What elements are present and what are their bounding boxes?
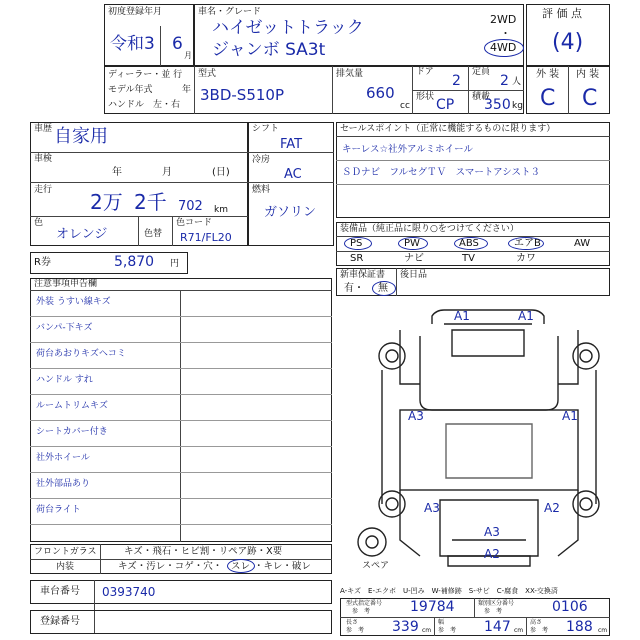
equip-aw: AW	[574, 238, 591, 249]
length-label: 長さ	[346, 619, 359, 626]
mileage-a: 2万	[90, 190, 123, 214]
shift-label: シフト	[252, 124, 280, 134]
damage-legend: A-キズ E-エクボ U-凹み W-補修跡 S-サビ C-腐食 XX-交換済	[340, 587, 558, 595]
length-value: 339	[392, 619, 419, 635]
divider	[526, 617, 527, 636]
note-line: 荷台ライト	[36, 505, 81, 515]
sales-label: セールスポイント（正常に機能するものに限ります）	[340, 124, 556, 134]
color-label: 色	[34, 218, 44, 228]
regnum-label: 登録番号	[40, 616, 80, 627]
damage-mark: A2	[484, 547, 500, 561]
displacement-label: 排気量	[336, 69, 364, 79]
form-label-2: 類別区分番号	[478, 600, 515, 607]
damage-mark: A3	[424, 501, 440, 515]
divider	[30, 559, 332, 560]
type-value: 3BD-S510P	[200, 86, 284, 104]
windshield-label: フロントガラス	[34, 547, 97, 557]
note-line: 外装 うすい線キズ	[36, 297, 111, 307]
interior-selected: スレ	[231, 561, 251, 572]
height-label: 高さ	[530, 619, 543, 626]
equip-ps: PS	[350, 238, 363, 249]
record-label: 後日品	[400, 270, 428, 280]
car-name: ハイゼットトラック	[212, 18, 364, 38]
note-line: ルームトリムキズ	[36, 401, 108, 411]
capacity-unit: 人	[512, 77, 522, 87]
note-line: バンパ-下キズ	[36, 323, 93, 333]
width-label: 幅	[438, 619, 445, 626]
damage-mark: A2	[544, 501, 560, 515]
cm-unit: cm	[598, 627, 608, 634]
width-value: 147	[484, 619, 511, 635]
height-ref: 参 考	[530, 627, 549, 634]
equipment-label: 装備品（純正品に限り○をつけてください）	[340, 224, 519, 234]
damage-mark: A3	[484, 525, 500, 539]
interior-options-a: キズ・汚レ・コゲ・穴・	[118, 561, 223, 572]
car-grade: ジャンボ SA3t	[212, 40, 326, 60]
height-value: 188	[566, 619, 593, 635]
equip-abs: ABS	[459, 238, 479, 249]
capacity-label: 定員	[472, 67, 491, 77]
score-value: (4)	[552, 30, 584, 55]
mileage-label: 走行	[34, 185, 53, 195]
interior-row-label: 内装	[56, 562, 75, 572]
chassis-label: 車台番号	[40, 586, 80, 597]
form-ref-1: 参 考	[352, 608, 371, 615]
capacity-value: 2	[500, 73, 509, 89]
first-reg-era: 令和3	[110, 34, 155, 54]
kg-unit: kg	[512, 101, 523, 111]
divider	[100, 544, 101, 574]
cm-unit: cm	[422, 627, 432, 634]
doors-value: 2	[452, 73, 461, 89]
shape-label: 形状	[416, 92, 435, 102]
door-label: ドア	[416, 67, 434, 77]
mileage-b: 2千	[134, 190, 167, 214]
ac-value: AC	[284, 167, 302, 182]
warranty-label: 新車保証書	[340, 270, 386, 280]
model-year-label: モデル年式	[108, 85, 153, 95]
equip-tv: TV	[462, 253, 475, 264]
damage-mark: A1	[454, 309, 470, 323]
form-label-1: 型式指定番号	[346, 600, 383, 607]
drive-dot: ・	[500, 27, 511, 40]
equip-airbag: エアB	[514, 238, 541, 249]
chassis-value: 0393740	[102, 585, 156, 599]
equip-navi: ナビ	[404, 253, 424, 264]
ac-label: 冷房	[252, 155, 271, 165]
yen-unit: 円	[170, 259, 180, 269]
warranty-options: 有・	[344, 283, 364, 294]
damage-mark: A3	[408, 409, 424, 423]
drive-4wd: 4WD	[490, 41, 517, 54]
warranty-selected: 無	[378, 283, 388, 294]
note-line: 社外ホイール	[36, 453, 90, 463]
cc-unit: cc	[400, 101, 410, 111]
note-line: 社外部品あり	[36, 479, 91, 489]
color-change-label: 色替	[144, 229, 163, 239]
note-line: 荷台あおりキズヘコミ	[36, 349, 126, 359]
note-line: シートカバー付き	[36, 427, 108, 437]
fuel-value: ガソリン	[264, 205, 317, 220]
equip-leather: カワ	[516, 253, 536, 264]
exterior-grade: C	[540, 86, 556, 111]
exterior-label: 外 装	[536, 69, 560, 80]
interior-grade: C	[582, 86, 598, 111]
width-ref: 参 考	[438, 627, 457, 634]
drive-2wd: 2WD	[490, 13, 517, 26]
damage-mark: A1	[518, 309, 534, 323]
fuel-label: 燃料	[252, 185, 271, 195]
spare-label: スペア	[362, 561, 390, 571]
reg-label: 車歴	[34, 124, 53, 134]
note-line: ハンドル すれ	[36, 375, 93, 385]
divider	[340, 617, 610, 618]
color-code-label: 色コード	[176, 218, 213, 228]
shape-value: CP	[436, 97, 455, 113]
sales-line-2: ＳＤナビ フルセグＴＶ スマートアシスト３	[342, 167, 540, 178]
equip-pw: PW	[404, 238, 420, 249]
dealer-label: ディーラー・並 行	[108, 70, 183, 80]
km-unit: km	[214, 205, 228, 215]
reg-value: 自家用	[54, 126, 108, 147]
recycle-label: R券	[34, 257, 51, 268]
divider	[434, 617, 435, 636]
sales-line-1: キーレス☆社外アルミホイール	[342, 144, 473, 155]
mileage-c: 702	[178, 199, 203, 214]
first-reg-month: 6	[172, 34, 183, 54]
load-value: 350	[484, 97, 511, 113]
displacement-value: 660	[366, 84, 395, 102]
inspection-date: 年 月 (日)	[112, 167, 230, 178]
name-grade-label: 車名・グレード	[198, 7, 262, 17]
length-ref: 参 考	[346, 627, 365, 634]
windshield-options: キズ・飛石・ヒビ割・リペア跡・X要	[124, 546, 283, 557]
interior-label: 内 装	[576, 69, 600, 80]
recycle-value: 5,870	[114, 254, 155, 270]
notes-label: 注意事項申告欄	[34, 279, 98, 289]
score-label: 評 価 点	[542, 7, 582, 20]
interior-options-b: ・キレ・破レ	[254, 561, 311, 572]
handle-label: ハンドル 左・右	[108, 100, 181, 110]
divider	[474, 598, 475, 617]
form-ref-2: 参 考	[484, 608, 503, 615]
type-label: 型式	[198, 69, 217, 79]
damage-mark: A1	[562, 409, 578, 423]
color-value: オレンジ	[56, 227, 108, 242]
cm-unit: cm	[514, 627, 524, 634]
color-code-value: R71/FL20	[180, 231, 232, 244]
shift-value: FAT	[280, 137, 303, 152]
inspection-label: 車検	[34, 154, 53, 164]
load-label: 積載	[472, 92, 491, 102]
year-unit: 年	[182, 85, 192, 95]
equip-sr: SR	[350, 253, 364, 264]
month-unit: 月	[184, 51, 192, 60]
form-value-2: 0106	[552, 599, 588, 615]
form-value-1: 19784	[410, 599, 455, 615]
first-reg-label: 初度登録年月	[108, 7, 163, 17]
